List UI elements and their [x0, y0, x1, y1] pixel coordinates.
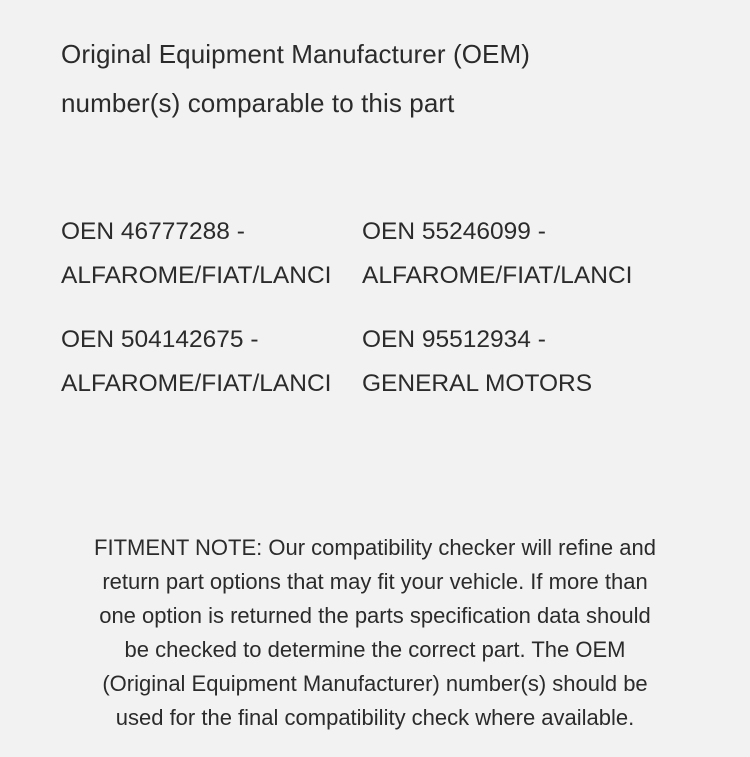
oen-number: OEN 95512934 -: [362, 326, 546, 353]
oen-item: [61, 318, 332, 406]
oen-number: OEN 55246099 -: [362, 218, 546, 245]
oen-number: OEN 504142675 -: [61, 326, 259, 353]
oen-number: OEN 46777288 -: [61, 218, 245, 245]
fitment-note: [20, 531, 730, 735]
oen-list: [61, 210, 721, 426]
fitment-note-line: used for the final compatibility check where available.: [115, 705, 635, 730]
oen-item: [362, 210, 632, 298]
fitment-note-line: one option is returned the parts specification data should: [99, 603, 651, 628]
oen-row: [61, 210, 721, 318]
fitment-note-line: FITMENT NOTE: Our compatibility checker will refine and: [94, 535, 656, 560]
fitment-note-line: return part options that may fit your vehicle. If more than: [102, 569, 648, 594]
oem-heading: [61, 30, 701, 128]
oem-heading-line-1: Original Equipment Manufacturer (OEM): [61, 39, 530, 69]
oen-item: [362, 318, 592, 406]
oem-heading-line-2: number(s) comparable to this part: [61, 88, 455, 118]
fitment-note-line: be checked to determine the correct part. The OEM: [124, 637, 626, 662]
oen-row: [61, 318, 721, 426]
oen-manufacturer: ALFAROME/FIAT/LANCI: [362, 262, 633, 289]
fitment-note-line: (Original Equipment Manufacturer) number(s) should be: [102, 671, 648, 696]
oen-manufacturer: ALFAROME/FIAT/LANCI: [61, 262, 332, 289]
oen-item: [61, 210, 332, 298]
oen-manufacturer: ALFAROME/FIAT/LANCI: [61, 370, 332, 397]
oen-manufacturer: GENERAL MOTORS: [362, 370, 593, 397]
